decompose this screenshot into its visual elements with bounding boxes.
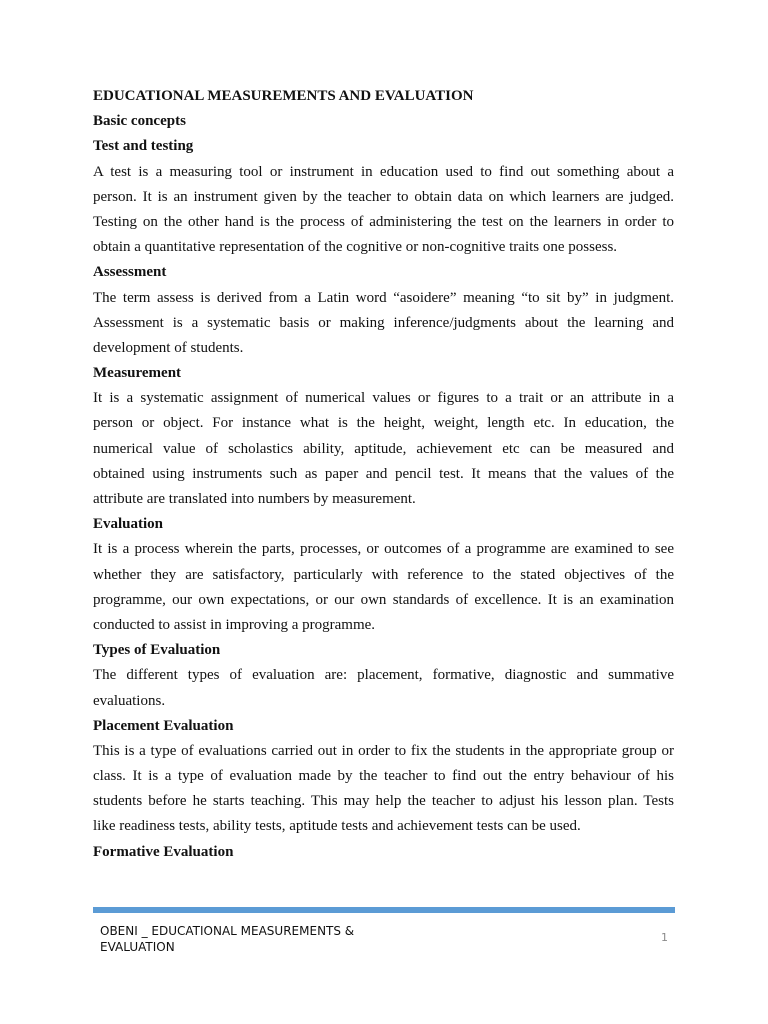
document-body [93, 84, 674, 865]
paragraph-line: whether they are satisfactory, particularly with reference to the stated objectives of the [93, 566, 674, 583]
paragraph-line: person. It is an instrument given by the teacher to obtain data on which learners are judged. [93, 188, 674, 205]
document-title: EDUCATIONAL MEASUREMENTS AND EVALUATION [93, 88, 474, 104]
paragraph-line: programme, our own expectations, or our own standards of excellence. It is an examination [93, 591, 674, 608]
paragraph-line: Testing on the other hand is the process of administering the test on the learners in order to [93, 213, 674, 230]
paragraph-line: person or object. For instance what is the height, weight, length etc. In education, the [93, 415, 674, 432]
paragraph-line: numerical value of scholastics ability, aptitude, achievement etc can be measured and [93, 440, 674, 457]
section-heading-placement-evaluation: Placement Evaluation [93, 717, 234, 734]
section-heading-test-and-testing: Test and testing [93, 138, 194, 155]
paragraph-line: The term assess is derived from a Latin word “asoidere” meaning “to sit by” in judgment. [93, 289, 674, 306]
footer-title-line: EVALUATION [100, 940, 175, 954]
section-heading-measurement: Measurement [93, 365, 182, 382]
paragraph-line: evaluations. [93, 692, 166, 709]
paragraph-line: development of students. [93, 339, 244, 356]
paragraph-line: It is a systematic assignment of numerical values or figures to a trait or an attribute in a [93, 390, 674, 407]
paragraph-line: obtained using instruments such as paper and pencil test. It means that the values of the [93, 465, 674, 482]
paragraph-line: class. It is a type of evaluation made by the teacher to find out the entry behaviour of his [93, 768, 674, 785]
page-number: 1 [661, 931, 668, 944]
section-heading-basic-concepts: Basic concepts [93, 113, 186, 130]
paragraph-line: obtain a quantitative representation of the cognitive or non-cognitive traits one possess. [93, 239, 618, 256]
paragraph-line: Assessment is a systematic basis or making inference/judgments about the learning and [93, 314, 674, 331]
paragraph-line: It is a process wherein the parts, processes, or outcomes of a programme are examined to see [93, 541, 674, 558]
footer-title [100, 923, 380, 955]
paragraph-line: conducted to assist in improving a programme. [93, 616, 376, 633]
footer-title-line: OBENI _ EDUCATIONAL MEASUREMENTS & [100, 924, 355, 938]
section-heading-evaluation: Evaluation [93, 516, 164, 533]
section-heading-types-of-evaluation: Types of Evaluation [93, 642, 221, 659]
paragraph-line: like readiness tests, ability tests, aptitude tests and achievement tests can be used. [93, 818, 581, 835]
footer-rule [93, 907, 675, 913]
section-heading-formative-evaluation: Formative Evaluation [93, 843, 234, 860]
paragraph-line: attribute are translated into numbers by measurement. [93, 491, 416, 507]
paragraph-line: students before he starts teaching. This may help the teacher to adjust his lesson plan. Tests [93, 793, 674, 810]
section-heading-assessment: Assessment [93, 264, 167, 281]
paragraph-line: A test is a measuring tool or instrument in education used to find out something about a [93, 163, 674, 180]
paragraph-line: This is a type of evaluations carried out in order to fix the students in the appropriate group or [93, 742, 674, 759]
paragraph-line: The different types of evaluation are: placement, formative, diagnostic and summative [93, 667, 674, 684]
